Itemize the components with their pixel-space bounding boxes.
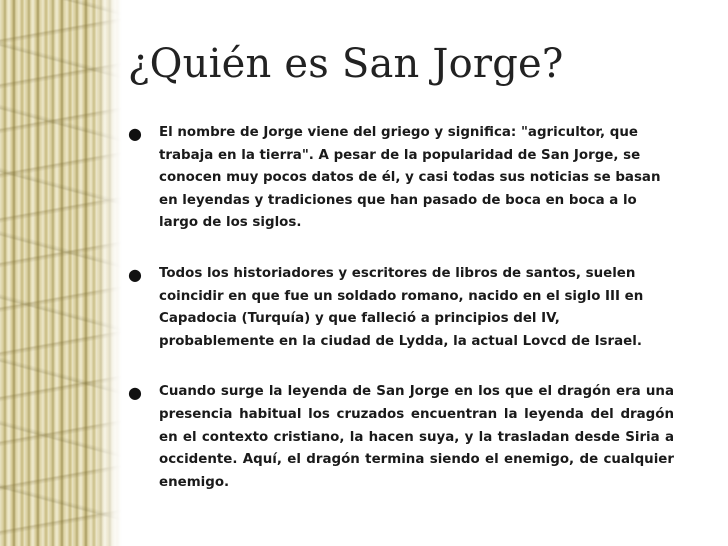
bullet-item — [128, 381, 674, 494]
bullet-dot-icon: ● — [128, 264, 142, 284]
bullet-dot-icon: ● — [128, 383, 142, 403]
bullet-list — [128, 122, 674, 522]
decorative-band-fade — [92, 0, 122, 546]
bullet-text: Cuando surge la leyenda de San Jorge en los que el dragón era una presencia habitual los cruzados encuentran la leyenda del dragón en el contexto cristiano, la hacen suya, y la trasladan desde Siria a occidente. Aquí, el dragón termina siendo el enemigo, de cualquier enemigo. — [159, 384, 674, 490]
bullet-item — [128, 263, 674, 353]
bullet-item — [128, 122, 674, 235]
slide-title: ¿Quién es San Jorge? — [128, 41, 564, 87]
bullet-dot-icon: ● — [128, 124, 142, 143]
bullet-text: Todos los historiadores y escritores de libros de santos, suelen coincidir en que fue un soldado romano, nacido en el siglo III en Capadocia (Turquía) y que falleció a principios del IV, probablemente en la ciudad de Lydda, la actual Lovcd de Israel. — [159, 265, 644, 349]
bullet-text: El nombre de Jorge viene del griego y significa: "agricultor, que trabaja en la tierra". A pesar de la popularidad de San Jorge, se conocen muy pocos datos de él, y casi todas sus noticias se basan en leyendas y tradiciones que han pasado de boca en boca a lo largo de los siglos. — [159, 125, 661, 231]
